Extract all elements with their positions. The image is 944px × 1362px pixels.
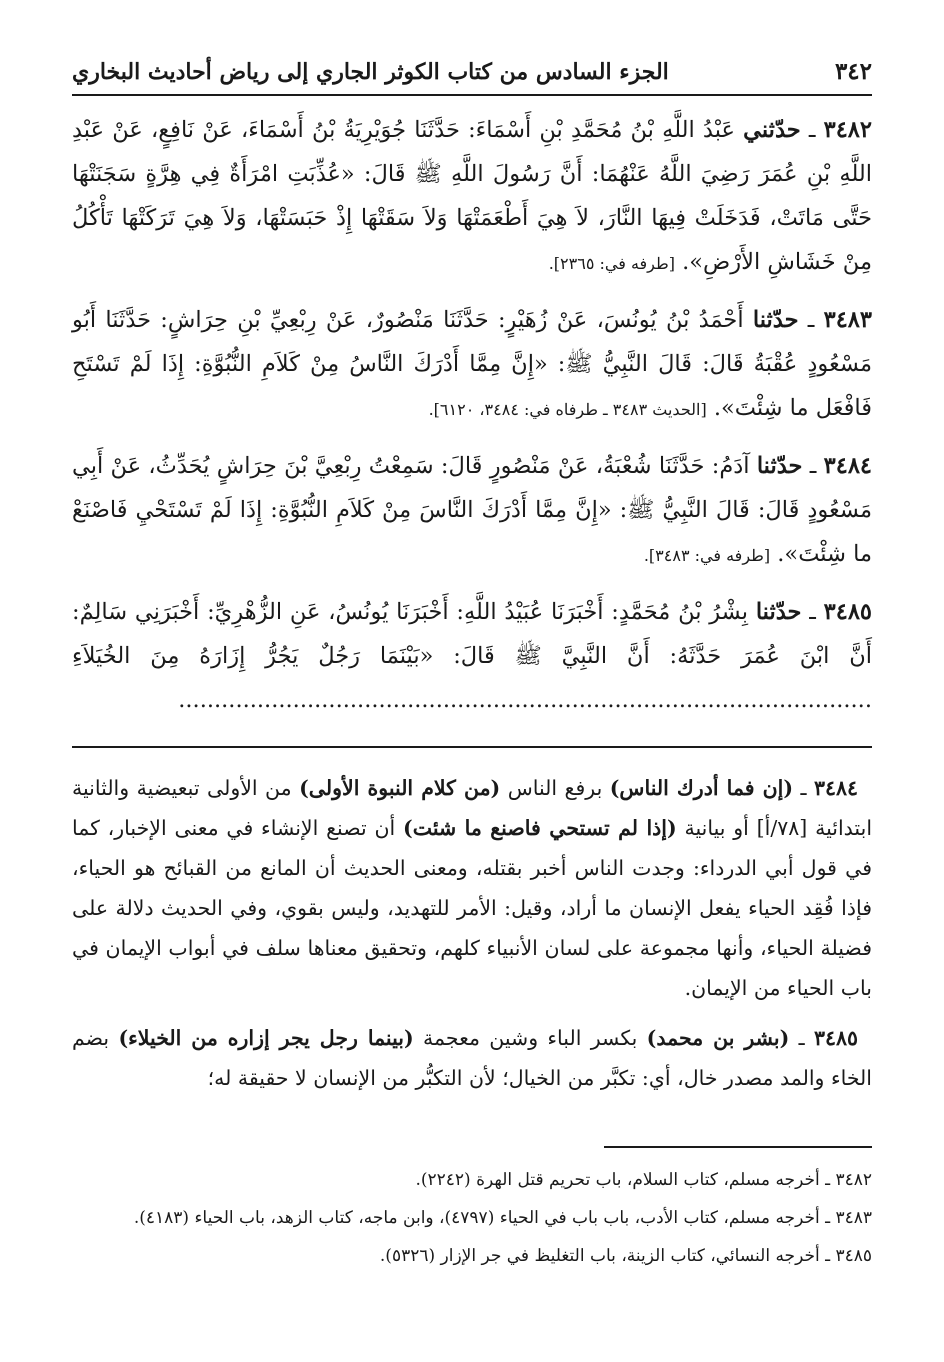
cross-reference: [طرفه في: ٢٣٦٥]. [548,254,675,273]
hadith-text: عَبْدُ اللَّهِ بْنُ مُحَمَّدِ بْنِ أَسْمَاءَ: حَدَّثَنَا جُوَيْرِيَةُ بْنُ أَسْمَاءَ، عَنْ نَافِعٍ، عَنْ عَبْدِ اللَّهِ بْنِ عُمَرَ رَضِيَ اللَّهُ عَنْهُمَا: أَنَّ رَسُولَ اللَّهِ ﷺ قَالَ: «عُذِّبَتِ امْرَأَةٌ فِي هِرَّةٍ سَجَنَتْهَا حَتَّى مَاتَتْ، فَدَخَلَتْ فِيهَا النَّارَ، لاَ هِيَ أَطْعَمَتْهَا وَلاَ سَقَتْهَا إِذْ حَبَسَتْهَا، وَلاَ هِيَ تَرَكَتْهَا تَأْكُلُ مِنْ خَشَاشِ الأَرْضِ». [72,117,872,275]
hadith-number: ٣٤٨٤ [823,453,872,479]
commentary-number: ٣٤٨٥ [813,1026,858,1050]
commentary-part: من الأولى تبعيضية والثانية ابتدائية [٧٨/أ] أو بيانية [72,776,873,840]
hadith-3485 [72,590,872,722]
commentary-section [72,768,872,1098]
hadith-number: ٣٤٨٣ [823,307,872,333]
page-number: ٣٤٢ [834,58,872,85]
hadith-number: ٣٤٨٢ [823,117,872,143]
commentary-3484 [72,768,872,1008]
commentary-number: ٣٤٨٤ [813,776,858,800]
dash: ـ [801,599,824,625]
commentary-part: بكسر الباء وشين معجمة [413,1026,647,1050]
quoted-phrase: (من كلام النبوة الأولى) [299,776,501,800]
commentary-part: ـ [789,1026,814,1050]
quoted-phrase: (بشر بن محمد) [646,1026,790,1050]
quoted-phrase: (بينما رجل يجر إزاره من الخيلاء) [118,1026,414,1050]
dash: ـ [802,453,824,479]
quoted-phrase: (إن فما أدرك الناس) [609,776,794,800]
hadith-text: آدَمُ: حَدَّثَنَا شُعْبَةُ، عَنْ مَنْصُورٍ قَالَ: سَمِعْتُ رِبْعِيَّ بْنَ حِرَاشٍ يُحَدِّثُ، عَنْ أَبِي مَسْعُودٍ قَالَ: قَالَ النَّبِيُّ ﷺ: «إِنَّ مِمَّا أَدْرَكَ النَّاسَ مِنْ كَلاَمِ النُّبُوَّةِ: إِذَا لَمْ تَسْتَحْيِ فَاصْنَعْ ما شِئْتَ». [72,453,872,567]
narration-verb: حدّثني [743,117,801,143]
hadith-text: بِشْرُ بْنُ مُحَمَّدٍ: أَخْبَرَنَا عُبَيْدُ اللَّهِ: أَخْبَرَنَا يُونُسُ، عَنِ الزُّهْرِيِّ: أَخْبَرَنِي سَالِمٌ: أَنَّ ابْنَ عُمَرَ حَدَّثَهُ: أَنَّ النَّبِيَّ ﷺ قَالَ: «بَيْنَمَا رَجُلٌ يَجُرُّ إِزَارَهُ مِنَ الخُيَلاَءِ [72,599,872,669]
commentary-part: برفع الناس [500,776,610,800]
hadith-number: ٣٤٨٥ [823,599,872,625]
dash: ـ [800,117,824,143]
narration-verb: حدّثنا [755,599,802,625]
footnote: ٣٤٨٣ ـ أخرجه مسلم، كتاب الأدب، باب باب في الحياء (٤٧٩٧)، وابن ماجه، كتاب الزهد، باب الحياء (٤١٨٣). [133,1208,872,1228]
footnote: ٣٤٨٥ ـ أخرجه النسائي، كتاب الزينة، باب التغليظ في جر الإزار (٥٣٢٦). [379,1246,872,1266]
commentary-part: أن تصنع الإنشاء في معنى الإخبار، كما في قول أبي الدرداء: وجدت الناس أخبر بقتله، ومعنى الحديث أن المانع من القبائح هو الحياء، فإذا فُقِد الحياء يفعل الإنسان ما أراد، وقيل: الأمر للتهديد، وليس بقوي، وفي الحديث دلالة على فضيلة الحياء، وأنها مجموعة على لسان الأنبياء كلهم، وتحقيق معناها سلف في أبواب الإيمان في باب الحياء من الإيمان. [72,816,872,1000]
footnote-divider [604,1146,872,1148]
book-title: الجزء السادس من كتاب الكوثر الجاري إلى رياض أحاديث البخاري [72,59,669,85]
continuation-dots: ................................................................................................. [178,687,872,713]
commentary-part: بضم الخاء والمد مصدر خال، أي: تكبَّر من الخيال؛ لأن التكبُّر من الإنسان لا حقيقة له؛ [72,1026,872,1090]
running-header [72,56,872,96]
hadith-text: أَحْمَدُ بْنُ يُونُسَ، عَنْ زُهَيْرٍ: حَدَّثَنَا مَنْصُورٌ، عَنْ رِبْعِيِّ بْنِ حِرَاشٍ: حَدَّثَنَا أَبُو مَسْعُودٍ عُقْبَةُ قَالَ: قَالَ النَّبِيُّ ﷺ: «إِنَّ مِمَّا أَدْرَكَ النَّاسُ مِنْ كَلاَمِ النُّبُوَّةِ: إِذَا لَمْ تَسْتَحِ فَافْعَل ما شِئْتَ». [72,307,872,421]
hadith-3482 [72,108,872,286]
cross-reference: [طرفه في: ٣٤٨٣]. [643,546,771,565]
quoted-phrase: (إذا لم تستحي فاصنع ما شئت) [403,816,677,840]
commentary-part: ـ [793,776,814,800]
hadith-3484 [72,444,872,578]
commentary-3485 [72,1018,872,1098]
section-divider [72,746,872,748]
narration-verb: حدّثنا [752,307,799,333]
footnote: ٣٤٨٢ ـ أخرجه مسلم، كتاب السلام، باب تحريم قتل الهرة (٢٢٤٢). [415,1170,872,1190]
hadith-3483 [72,298,872,432]
narration-verb: حدّثنا [756,453,803,479]
cross-reference: [الحديث ٣٤٨٣ ـ طرفاه في: ٣٤٨٤، ٦١٢٠]. [428,400,707,419]
hadith-section [72,108,872,722]
footnotes [72,1164,872,1272]
dash: ـ [798,307,824,333]
book-page [72,56,872,1336]
